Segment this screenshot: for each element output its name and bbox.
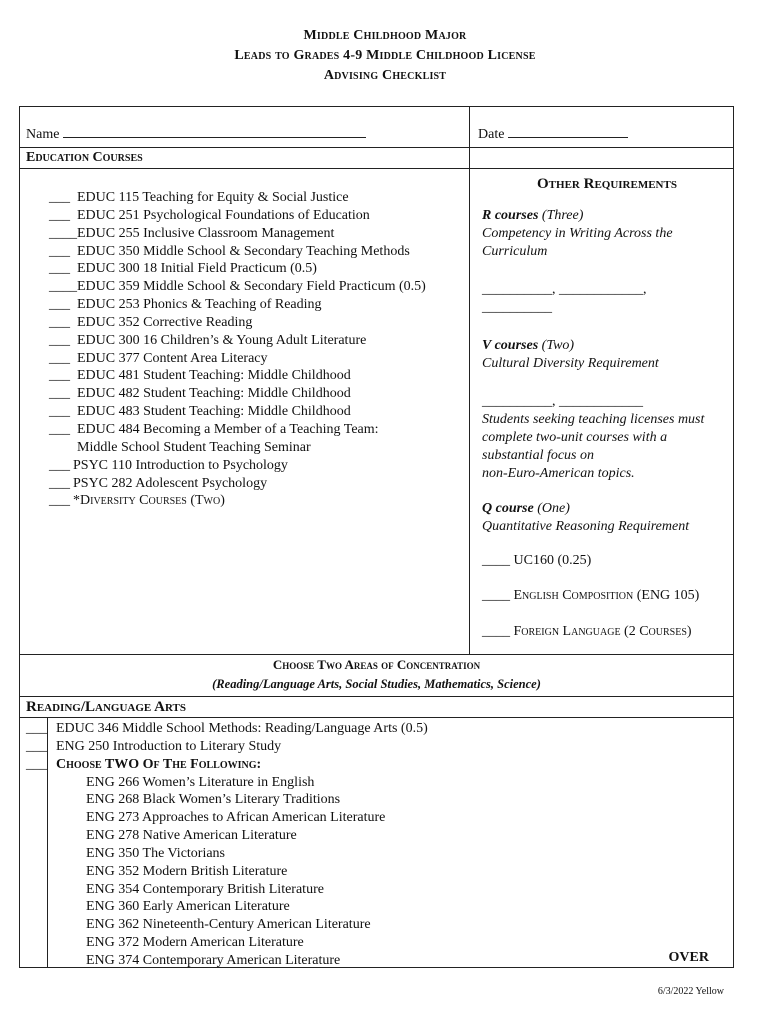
checkbox-blank[interactable]: ___ <box>26 738 47 754</box>
course-label: EDUC 255 Inclusive Classroom Management <box>77 225 335 241</box>
course-label: EDUC 350 Middle School & Secondary Teaching Methods <box>77 243 410 259</box>
course-label: ENG 360 Early American Literature <box>86 899 290 915</box>
checkbox-blank[interactable]: ___ <box>49 493 70 509</box>
v-note-1: Students seeking teaching licenses must <box>482 412 705 427</box>
checkbox-blank[interactable]: ___ <box>49 207 70 223</box>
column-divider <box>469 107 470 654</box>
reading-course-item <box>26 916 428 934</box>
reading-course-item[interactable] <box>26 720 428 738</box>
reading-course-item <box>26 952 428 970</box>
course-label: EDUC 300 18 Initial Field Practicum (0.5) <box>77 261 317 277</box>
course-label: EDUC 346 Middle School Methods: Reading/Language Arts (0.5) <box>56 721 428 736</box>
row-divider <box>20 168 733 169</box>
checkbox-blank[interactable]: ___ <box>49 314 70 330</box>
education-course-item[interactable] <box>49 225 426 243</box>
course-label: EDUC 253 Phonics & Teaching of Reading <box>77 297 322 313</box>
checkbox-blank[interactable]: ____ <box>49 279 77 295</box>
choose-two-instruction[interactable] <box>26 756 428 774</box>
checklist-table <box>19 106 734 968</box>
reading-course-item <box>26 827 428 845</box>
education-course-item[interactable] <box>49 332 426 350</box>
document-header <box>0 26 770 86</box>
course-label: ENG 362 Nineteenth-Century American Literature <box>86 917 371 933</box>
reading-course-item <box>26 881 428 899</box>
education-course-item[interactable] <box>49 385 426 403</box>
reading-language-arts-title: Reading/Language Arts <box>26 699 187 715</box>
education-course-item[interactable] <box>49 492 426 510</box>
foreign-language-item[interactable]: ____ Foreign Language (2 Courses) <box>482 624 692 639</box>
education-course-item[interactable] <box>49 475 426 493</box>
course-label: EDUC 483 Student Teaching: Middle Childhood <box>77 404 351 420</box>
date-field[interactable] <box>478 126 628 144</box>
course-label: EDUC 352 Corrective Reading <box>77 314 253 330</box>
v-courses-blanks[interactable]: __________, ____________ <box>482 394 643 409</box>
reading-course-item <box>26 774 428 792</box>
q-course-count: (One) <box>537 501 570 516</box>
course-label: *Diversity Courses (Two) <box>73 493 225 509</box>
checkbox-blank[interactable]: ___ <box>26 756 47 772</box>
concentration-subtitle: (Reading/Language Arts, Social Studies, Mathematics, Science) <box>212 677 541 691</box>
reading-course-item <box>26 863 428 881</box>
r-courses-desc-1: Competency in Writing Across the <box>482 226 673 241</box>
course-label: ENG 374 Contemporary American Literature <box>86 952 341 968</box>
v-courses-heading <box>482 337 732 355</box>
course-label: ENG 278 Native American Literature <box>86 828 297 844</box>
q-course-heading <box>482 500 732 518</box>
checkbox-blank[interactable]: ___ <box>49 386 70 402</box>
reading-language-arts-list <box>26 720 428 970</box>
course-label: EDUC 481 Student Teaching: Middle Childhood <box>77 368 351 384</box>
reading-course-item <box>26 809 428 827</box>
concentration-title: Choose Two Areas of Concentration <box>272 657 481 672</box>
r-courses-blanks-1[interactable]: __________, ____________, <box>482 282 647 297</box>
english-composition-item[interactable]: ____ English Composition (ENG 105) <box>482 588 700 603</box>
course-label: Middle School Student Teaching Seminar <box>77 439 311 455</box>
course-label: PSYC 282 Adolescent Psychology <box>73 475 268 491</box>
education-course-item[interactable] <box>49 439 426 457</box>
date-label: Date <box>478 127 505 142</box>
course-label: ENG 352 Modern British Literature <box>86 863 288 879</box>
v-courses-label: V courses <box>482 338 539 353</box>
v-courses-count: (Two) <box>541 338 575 353</box>
footer-date: 6/3/2022 Yellow <box>657 986 724 997</box>
r-courses-count: (Three) <box>541 208 584 223</box>
q-course-label: Q course <box>482 501 534 516</box>
education-course-item[interactable] <box>49 314 426 332</box>
course-label: ENG 250 Introduction to Literary Study <box>56 738 282 754</box>
checkbox-blank[interactable]: ___ <box>49 350 70 366</box>
checkbox-blank[interactable]: ___ <box>49 457 70 473</box>
row-divider <box>20 696 733 697</box>
name-field[interactable] <box>26 126 366 144</box>
education-course-item[interactable] <box>49 207 426 225</box>
row-divider <box>20 147 733 148</box>
checkbox-blank[interactable]: ___ <box>49 475 70 491</box>
checkbox-blank[interactable]: ___ <box>49 404 70 420</box>
r-courses-desc-2: Curriculum <box>482 244 548 259</box>
education-course-item[interactable] <box>49 296 426 314</box>
date-input-line[interactable] <box>508 126 628 138</box>
checkbox-blank[interactable]: ___ <box>49 368 70 384</box>
course-label: EDUC 251 Psychological Foundations of Education <box>77 207 370 223</box>
reading-course-item <box>26 845 428 863</box>
course-label: PSYC 110 Introduction to Psychology <box>73 457 288 473</box>
education-course-item[interactable] <box>49 367 426 385</box>
education-course-item[interactable] <box>49 278 426 296</box>
course-label: EDUC 359 Middle School & Secondary Field Practicum (0.5) <box>77 279 426 295</box>
education-course-item[interactable] <box>49 421 426 439</box>
course-label: EDUC 300 16 Children’s & Young Adult Literature <box>77 332 367 348</box>
course-label: Choose TWO Of The Following: <box>56 756 262 772</box>
q-course-desc: Quantitative Reasoning Requirement <box>482 519 690 534</box>
row-divider <box>20 717 733 718</box>
checkbox-blank[interactable]: ___ <box>49 243 70 259</box>
course-label: ENG 354 Contemporary British Literature <box>86 881 324 897</box>
v-note-3: substantial focus on <box>482 448 595 463</box>
education-course-item[interactable] <box>49 457 426 475</box>
header-line-2: Leads to Grades 4-9 Middle Childhood License <box>234 48 536 63</box>
reading-course-item <box>26 898 428 916</box>
row-divider <box>20 654 733 655</box>
education-courses-title: Education Courses <box>26 150 143 165</box>
checkbox-blank[interactable]: ____ <box>49 225 77 241</box>
checkbox-blank[interactable]: ___ <box>49 261 70 277</box>
education-course-list <box>49 189 426 510</box>
reading-course-item <box>26 934 428 952</box>
education-course-item[interactable] <box>49 403 426 421</box>
other-requirements-title: Other Requirements <box>537 176 677 192</box>
reading-course-item <box>26 791 428 809</box>
v-note-2: complete two-unit courses with a <box>482 430 668 445</box>
name-input-line[interactable] <box>63 126 366 138</box>
checkbox-blank[interactable]: ___ <box>49 421 70 437</box>
education-course-item[interactable] <box>49 243 426 261</box>
course-label: EDUC 484 Becoming a Member of a Teaching Team: <box>77 421 379 437</box>
checkbox-blank[interactable]: ___ <box>49 332 70 348</box>
course-label: EDUC 482 Student Teaching: Middle Childhood <box>77 386 351 402</box>
course-label: ENG 273 Approaches to African American Literature <box>86 810 386 826</box>
header-line-1: Middle Childhood Major <box>303 28 467 43</box>
education-course-item[interactable] <box>49 350 426 368</box>
course-label: ENG 268 Black Women’s Literary Traditions <box>86 792 341 808</box>
v-courses-desc: Cultural Diversity Requirement <box>482 356 659 371</box>
r-courses-blanks-2[interactable]: __________ <box>482 300 552 315</box>
v-note-4: non-Euro-American topics. <box>482 466 635 481</box>
other-requirements <box>482 175 732 641</box>
education-course-item[interactable] <box>49 260 426 278</box>
reading-course-item[interactable] <box>26 738 428 756</box>
checkbox-blank[interactable]: ___ <box>49 190 70 205</box>
course-label: EDUC 115 Teaching for Equity & Social Justice <box>77 190 349 205</box>
header-line-3: Advising Checklist <box>323 68 447 83</box>
course-label: ENG 266 Women’s Literature in English <box>86 774 315 790</box>
course-label: EDUC 377 Content Area Literacy <box>77 350 268 366</box>
course-label: ENG 372 Modern American Literature <box>86 935 304 951</box>
education-course-item[interactable] <box>49 189 426 207</box>
checkbox-blank[interactable]: ___ <box>49 297 70 313</box>
name-label: Name <box>26 127 60 142</box>
uc160-item[interactable]: ____ UC160 (0.25) <box>482 553 592 568</box>
checkbox-blank[interactable]: ___ <box>26 721 47 736</box>
over-label: OVER <box>668 950 709 965</box>
r-courses-heading <box>482 207 732 225</box>
course-label: ENG 350 The Victorians <box>86 845 226 861</box>
r-courses-label: R courses <box>482 208 539 223</box>
